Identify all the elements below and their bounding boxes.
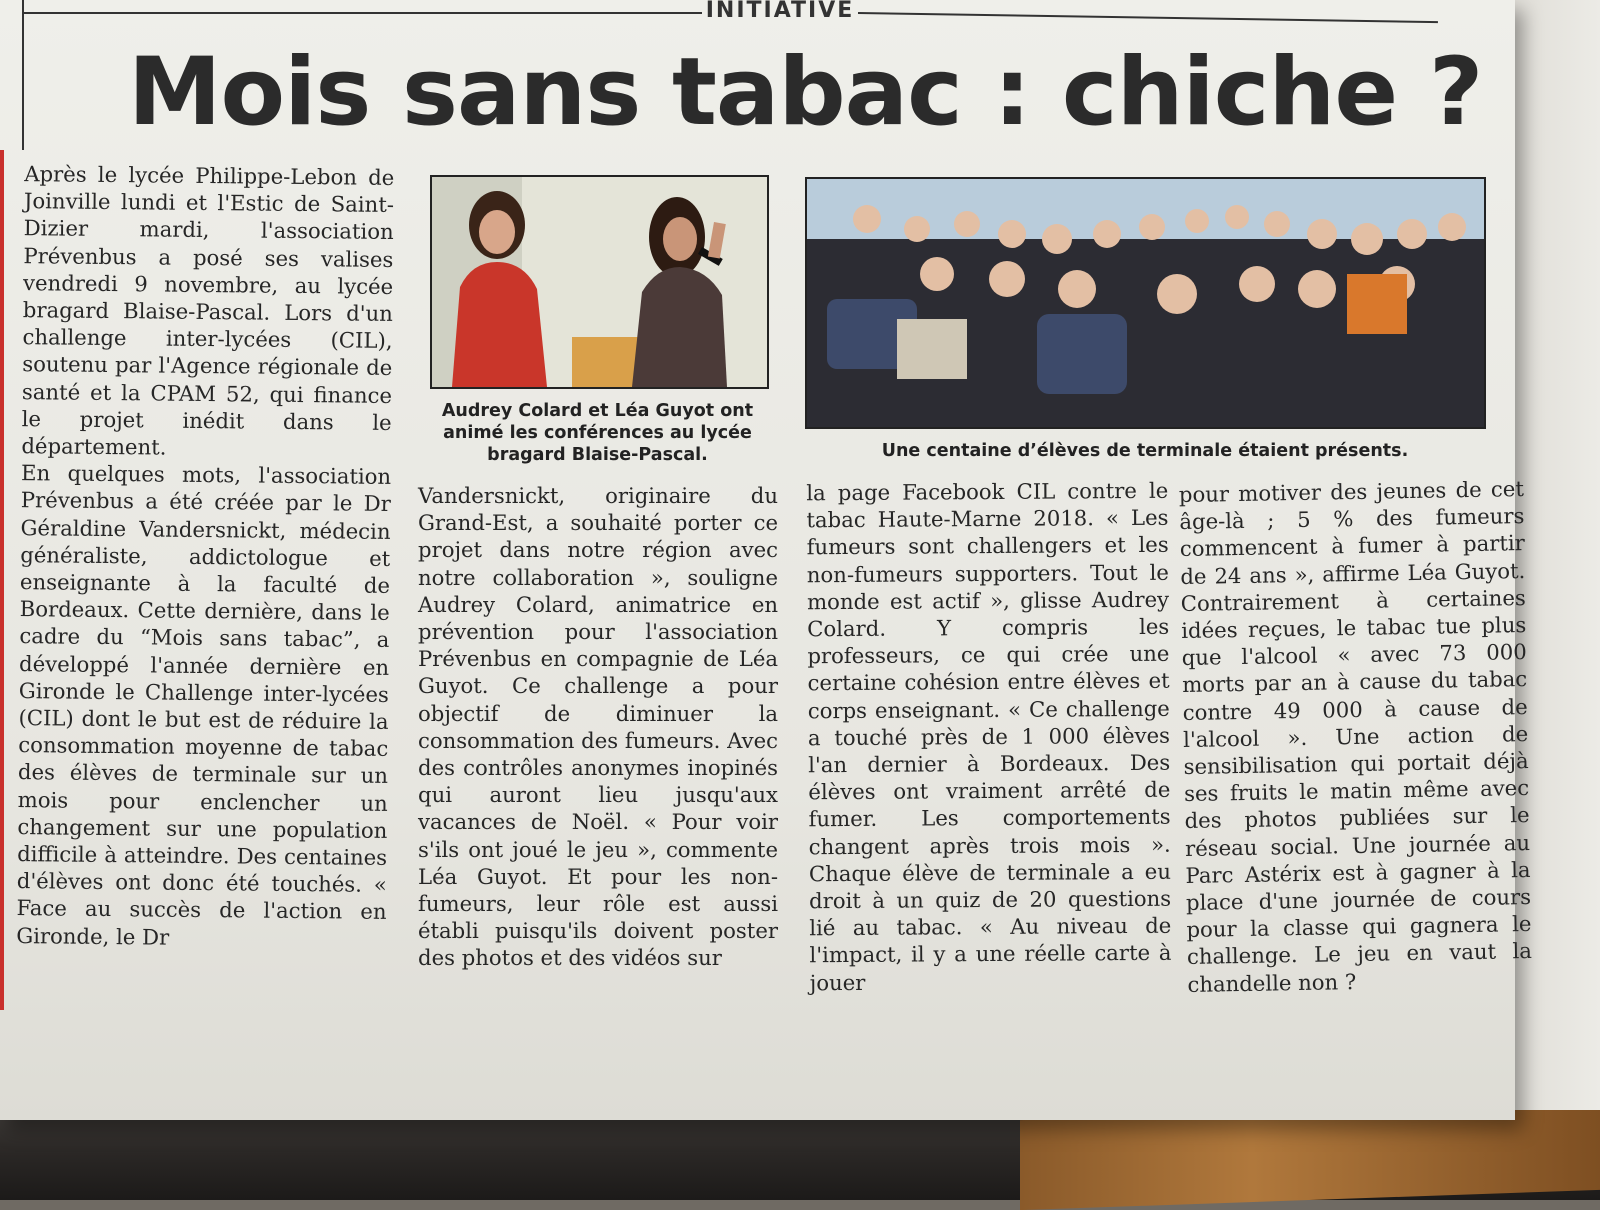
frame-rule	[22, 0, 24, 150]
headline: Mois sans tabac : chiche ?	[128, 38, 1483, 147]
presenters-illustration	[432, 177, 767, 387]
photo-audience	[805, 177, 1486, 429]
paragraph: la page Facebook CIL contre le tabac Haute-Marne 2018. « Les fumeurs sont challengers et les non-fumeurs supporters. Tout le monde est actif », glisse Audrey Colard. Y compris les professeurs, ce qui crée une certaine cohésion entre élèves et corps enseignant. « Ce challenge a touché près de 1 000 élèves l'an dernier à Bordeaux. Des élèves ont vraiment arrêté de fumer. Les comportements changent après trois mois ». Chaque élève de terminale a eu droit à un quiz de 20 questions lié au tabac. « Au niveau de l'impact, il y a une réelle carte à jouer	[806, 477, 1172, 995]
paragraph: En quelques mots, l'association Prévenbus a été créée par le Dr Géraldine Vandersnickt, médecin généraliste, addictologue et enseignante à la faculté de Bordeaux. Cette dernière, dans le cadre du “Mois sans tabac”, a développé l'année dernière en Gironde le Challenge inter-lycées (CIL) dont le but est de réduire la consommation moyenne de tabac des élèves de terminale sur un mois pour enclencher un changement sur une population difficile à atteindre. Des centaines d'élèves ont donc été touchés. « Face au succès de l'action en Gironde, le Dr	[16, 460, 392, 950]
photo-caption-presenters: Audrey Colard et Léa Guyot ont animé les conférences au lycée bragard Blaise-Pascal.	[441, 401, 754, 465]
kicker-rule-left	[22, 12, 702, 14]
paragraph: Vandersnickt, originaire du Grand-Est, a souhaité porter ce projet dans notre région avec notre collaboration », souligne Audrey Colard, animatrice en prévention pour l'association Prévenbus en compagnie de Léa Guyot. Ce challenge a pour objectif de diminuer la consommation des fumeurs. Avec des contrôles anonymes inopinés qui auront lieu jusqu'aux vacances de Noël. « Pour voir s'ils ont joué le jeu », commente Léa Guyot. Et pour les non-fumeurs, leur rôle est aussi établi puisqu'ils doivent poster des photos et des vidéos sur	[418, 483, 778, 971]
paragraph: pour motiver des jeunes de cet âge-là ; 5 % des fumeurs commencent à fumer à partir de 24 ans », affirme Léa Guyot. Contrairement à certaines idées reçues, le tabac tue plus que l'alcool « avec 73 000 morts par an à cause du tabac contre 49 000 à cause de l'alcool ». Une action de sensibilisation qui portait déjà ses fruits le matin même avec des photos publiées sur le réseau social. Une journée au Parc Astérix est à gagner à la place d'une journée de cours pour la classe qui gagnera le challenge. Le jeu en vaut la chandelle non ?	[1178, 476, 1533, 997]
article-column-3	[806, 477, 1172, 1000]
section-kicker: INITIATIVE	[705, 0, 855, 23]
article-column-4	[1178, 475, 1533, 997]
paragraph: Après le lycée Philippe-Lebon de Joinville lundi et l'Estic de Saint-Dizier mardi, l'association Prévenbus a posé ses valises vendredi 9 novembre, au lycée bragard Blaise-Pascal. Lors d'un challenge inter-lycées (CIL), soutenu par l'Agence régionale de santé et la CPAM 52, qui finance le projet inédit dans le département.	[21, 161, 395, 460]
red-margin-rule	[0, 150, 4, 1010]
photo-presenters	[430, 175, 769, 389]
article-column-2	[418, 482, 778, 1022]
article-column-1	[16, 160, 395, 1004]
audience-illustration	[807, 179, 1484, 427]
kicker-rule-right	[858, 12, 1438, 23]
photo-caption-audience: Une centaine d’élèves de terminale étaient présents.	[881, 441, 1409, 461]
